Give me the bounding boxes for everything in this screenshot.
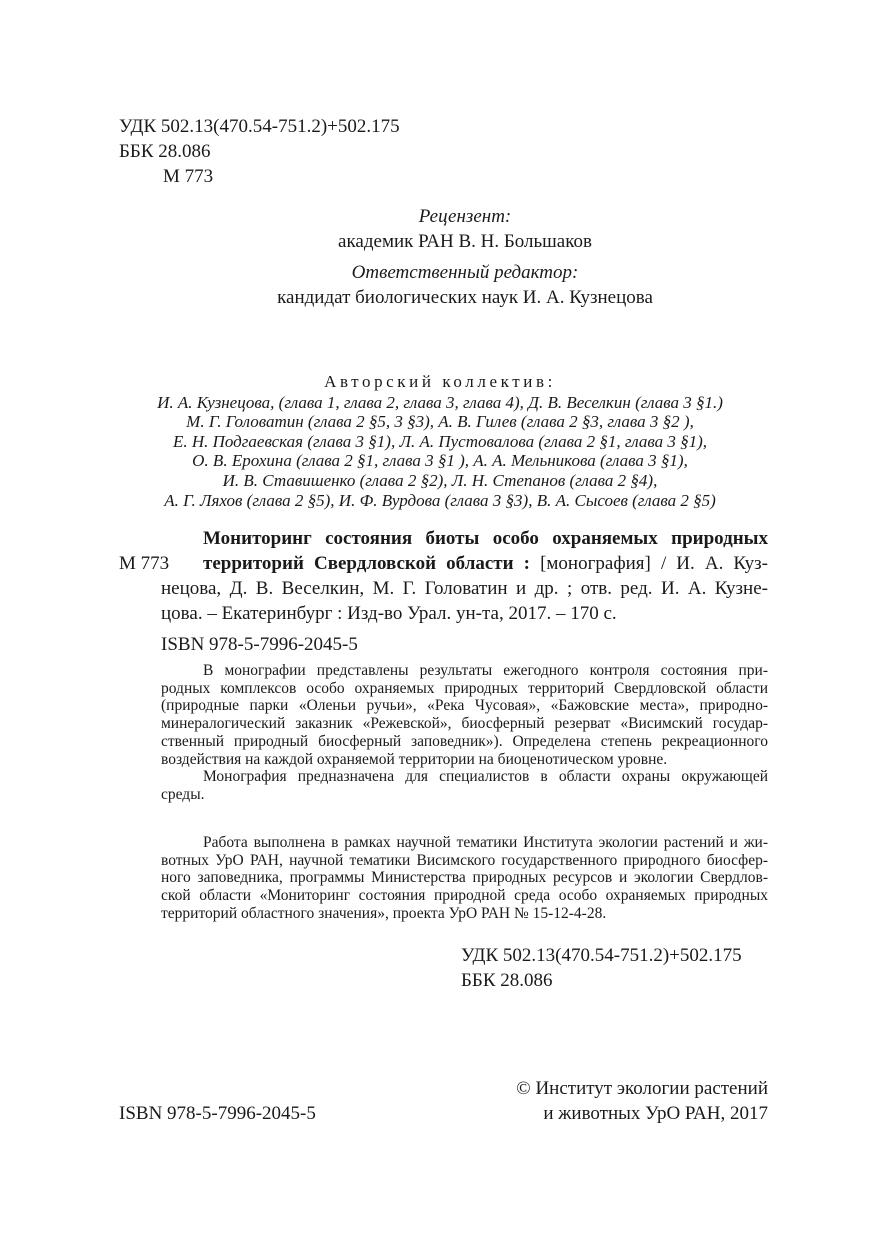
abstract-line: среды. bbox=[161, 785, 205, 803]
bib-isbn: ISBN 978-5-7996-2045-5 bbox=[161, 634, 358, 655]
reviewer-block bbox=[265, 204, 665, 254]
authors-list bbox=[140, 393, 740, 511]
bib-sign: М 773 bbox=[119, 553, 170, 574]
footer-bbk: ББК 28.086 bbox=[461, 970, 553, 991]
copyright bbox=[516, 1076, 768, 1126]
reviewer-label: Рецензент: bbox=[418, 206, 512, 227]
header-udk: УДК 502.13(470.54-751.2)+502.175 bbox=[119, 116, 400, 137]
copyright-line2: и животных УрО РАН, 2017 bbox=[543, 1103, 768, 1124]
abstract-line: родных комплексов особо охраняемых природных территорий Свердловской области bbox=[161, 679, 768, 697]
authors-heading: Авторский коллектив: bbox=[324, 372, 556, 391]
editor-block bbox=[265, 260, 665, 310]
bib-type-and-author: [монография] / И. А. Куз- bbox=[529, 553, 769, 574]
bib-title-part1: Мониторинг состояния биоты особо охраняемых природных bbox=[203, 528, 768, 549]
author-line: А. Г. Ляхов (глава 2 §5), И. Ф. Вурдова (глава 3 §3), В. А. Сысоев (глава 2 §5) bbox=[164, 490, 716, 510]
author-line: И. В. Ставишенко (глава 2 §2), Л. Н. Степанов (глава 2 §4), bbox=[222, 470, 658, 490]
abstract-line: воздействия на каждой охраняемой территории на биоценотическом уровне. bbox=[161, 750, 668, 768]
abstract-line: минералогический заказник «Режевской», биосферный резерват «Висимский государ- bbox=[161, 715, 768, 733]
bib-line4: цова. – Екатеринбург : Изд-во Урал. ун-та, 2017. – 170 с. bbox=[161, 603, 617, 624]
header-bbk: ББК 28.086 bbox=[119, 141, 211, 162]
footer-isbn: ISBN 978-5-7996-2045-5 bbox=[119, 1103, 316, 1124]
author-line: О. В. Ерохина (глава 2 §1, глава 3 §1 ), А. А. Мельникова (глава 3 §1), bbox=[192, 451, 688, 471]
copyright-line1: © Институт экологии растений bbox=[516, 1078, 768, 1099]
abstract-line: Монография предназначена для специалистов в области охраны окружающей bbox=[203, 768, 768, 786]
funding-line: территорий областного значения», проекта УрО РАН № 15-12-4-28. bbox=[161, 904, 607, 922]
author-line: М. Г. Головатин (глава 2 §5, 3 §3), А. В. Гилев (глава 2 §3, глава 3 §2 ), bbox=[186, 412, 694, 432]
bib-record bbox=[161, 526, 768, 657]
bib-title-line1 bbox=[161, 526, 768, 551]
header-author-sign: М 773 bbox=[163, 166, 214, 187]
funding-line: Работа выполнена в рамках научной тематики Института экологии растений и жи- bbox=[203, 834, 768, 851]
funding-line: ской области «Мониторинг состояния природной среда особо охраняемых природных bbox=[161, 887, 768, 905]
author-line: И. А. Кузнецова, (глава 1, глава 2, глава 3, глава 4), Д. В. Веселкин (глава 3 §1.) bbox=[157, 392, 723, 412]
abstract-line: (природные парки «Оленьи ручьи», «Река Чусовая», «Бажовские места», природно- bbox=[161, 697, 768, 715]
bib-title-line2 bbox=[161, 551, 768, 576]
funding-line: вотных УрО РАН, научной тематики Висимского государственного природного биосфер- bbox=[161, 851, 768, 869]
editor-label: Ответственный редактор: bbox=[351, 262, 579, 283]
abstract-line: ственный природный биосферный заповедник»). Определена степень рекреационного bbox=[161, 732, 768, 750]
reviewer-name: академик РАН В. Н. Большаков bbox=[338, 231, 592, 252]
abstract-line: В монографии представлены результаты ежегодного контроля состояния при- bbox=[203, 662, 768, 679]
authors-block bbox=[140, 372, 740, 510]
editor-name: кандидат биологических наук И. А. Кузнецова bbox=[277, 287, 653, 308]
bib-line3: нецова, Д. В. Веселкин, М. Г. Головатин и др. ; отв. ред. И. А. Кузне- bbox=[161, 578, 768, 599]
bib-title-part2: территорий Свердловской области : bbox=[203, 553, 530, 574]
footer-udk: УДК 502.13(470.54-751.2)+502.175 bbox=[461, 945, 742, 966]
abstract bbox=[161, 662, 768, 804]
funding-note bbox=[161, 834, 768, 923]
author-line: Е. Н. Подгаевская (глава 3 §1), Л. А. Пустовалова (глава 2 §1, глава 3 §1), bbox=[172, 431, 708, 451]
funding-line: ного заповедника, программы Министерства природных ресурсов и экологии Свердлов- bbox=[161, 869, 768, 887]
